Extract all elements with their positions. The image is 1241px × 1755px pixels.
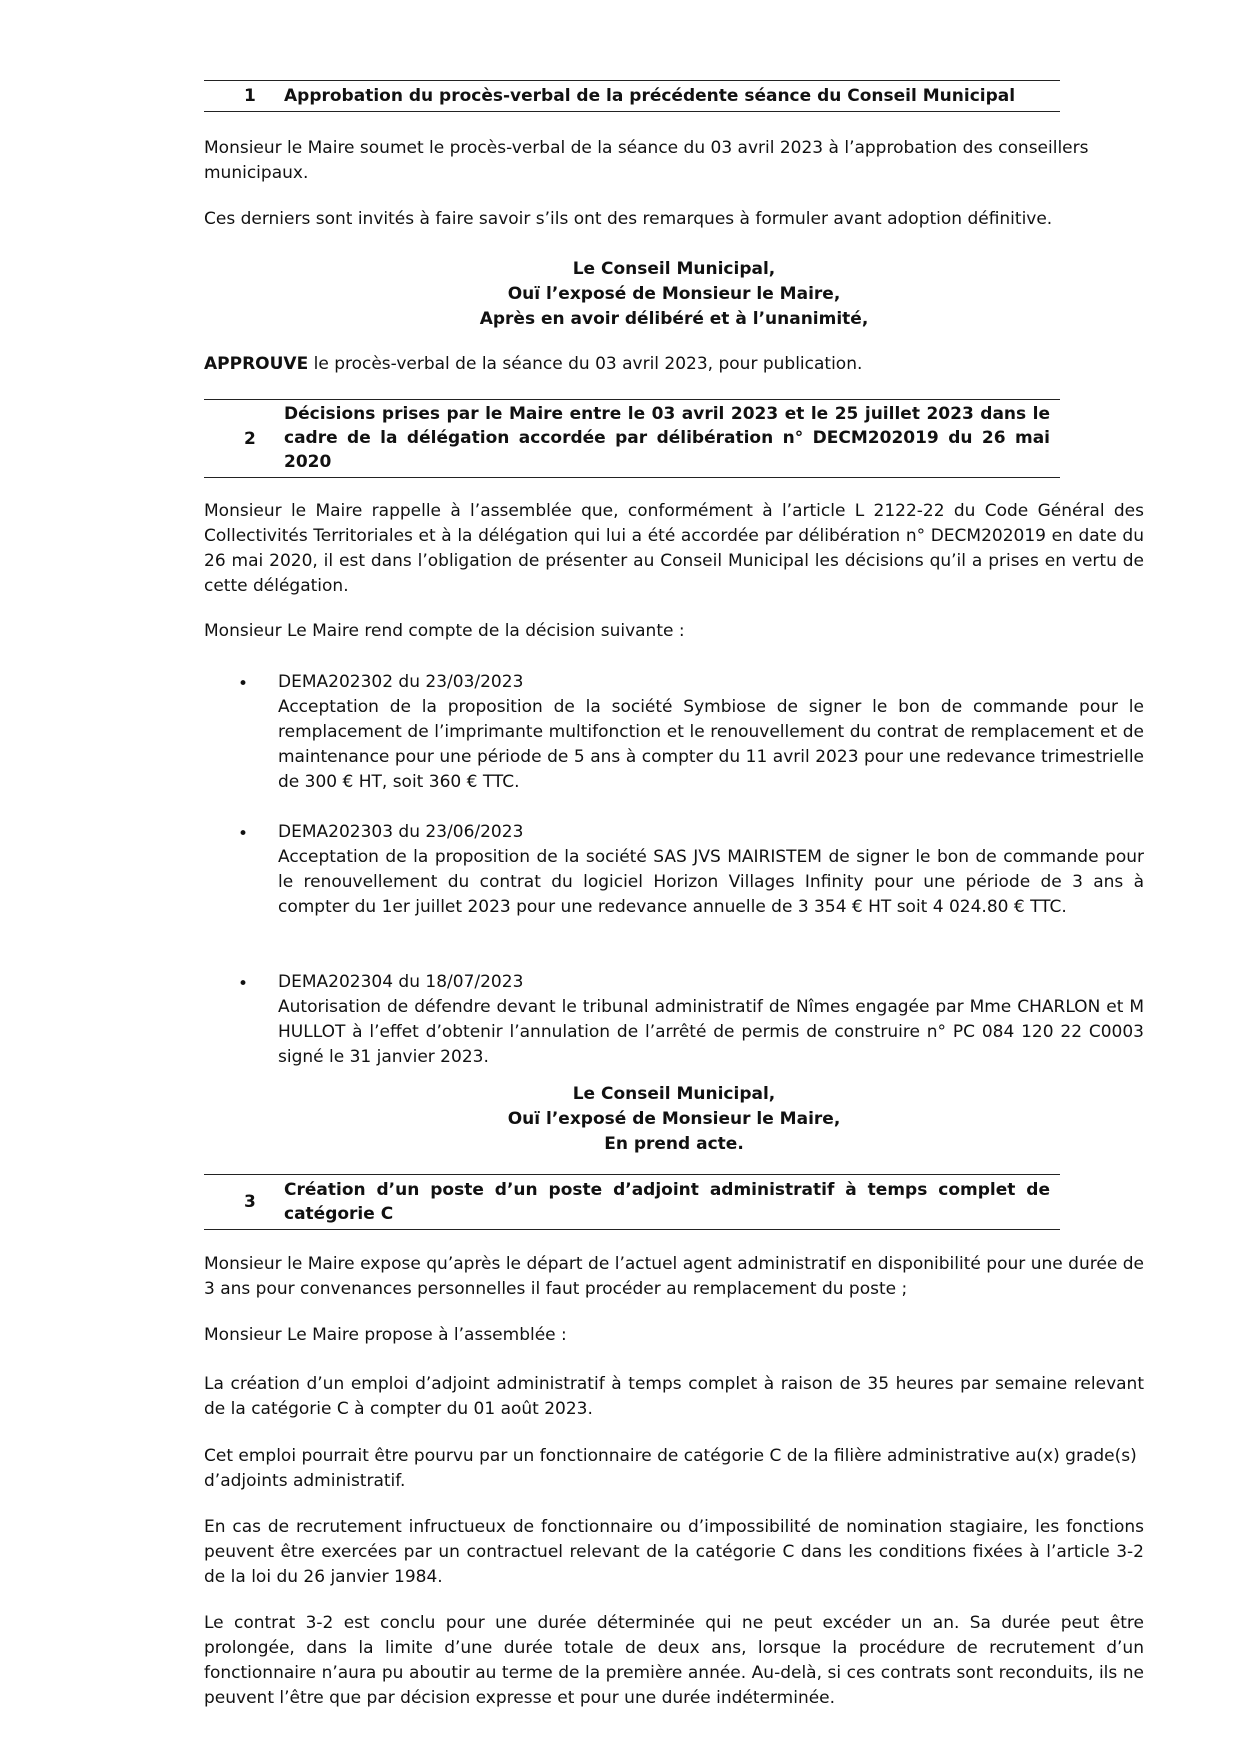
bullet: • bbox=[238, 974, 249, 994]
section-1-header bbox=[204, 80, 1060, 112]
decision-description: Acceptation de la proposition de la société SAS JVS MAIRISTEM de signer le bon de commande pour le renouvellement du contrat du logiciel Horizon Villages Infinity pour une période de 3 ans à compter du 1er juillet 2023 pour une redevance annuelle de 3 354 € HT soit 4 024.80 € TTC. bbox=[278, 847, 1144, 917]
decision-reference: DEMA202302 du 23/03/2023 bbox=[278, 672, 524, 692]
section-1-title: Approbation du procès-verbal de la précédente séance du Conseil Municipal bbox=[284, 86, 1016, 106]
section-2-paragraph-1: Monsieur le Maire rappelle à l’assemblée que, conformément à l’article L 2122-22 du Code Général des Collectivités Territoriales et à la délégation qui lui a été accordée par délibération n° DECM202019 en date du 26 mai 2020, il est dans l’obligation de présenter au Conseil Municipal les décisions qu’il a prises en vertu de cette délégation. bbox=[204, 501, 1144, 596]
section-3-number: 3 bbox=[244, 1192, 256, 1212]
section-2-title: Décisions prises par le Maire entre le 03 avril 2023 et le 25 juillet 2023 dans le cadre de la délégation accordée par délibération n° DECM202019 du 26 mai 2020 bbox=[284, 404, 1050, 472]
section-1-paragraph-2: Ces derniers sont invités à faire savoir s’ils ont des remarques à formuler avant adoption définitive. bbox=[204, 209, 1053, 229]
section-2-council-block bbox=[404, 1082, 944, 1157]
section-3-paragraph-5: En cas de recrutement infructueux de fonctionnaire ou d’impossibilité de nomination stagiaire, les fonctions peuvent être exercées par un contractuel relevant de la catégorie C dans les conditions fixées à l’article 3-2 de la loi du 26 janvier 1984. bbox=[204, 1517, 1144, 1587]
section-1-number: 1 bbox=[244, 86, 256, 106]
section-3-paragraph-1: Monsieur le Maire expose qu’après le départ de l’actuel agent administratif en disponibilité pour une durée de 3 ans pour convenances personnelles il faut procéder au remplacement du poste ; bbox=[204, 1254, 1144, 1299]
section-1-paragraph-1: Monsieur le Maire soumet le procès-verbal de la séance du 03 avril 2023 à l’approbation des conseillers municipaux. bbox=[204, 138, 1089, 183]
council-line: Ouï l’exposé de Monsieur le Maire, bbox=[507, 1109, 841, 1129]
decision-reference: DEMA202304 du 18/07/2023 bbox=[278, 972, 524, 992]
decision-keyword: APPROUVE bbox=[204, 354, 309, 374]
section-2-number: 2 bbox=[244, 428, 256, 449]
section-3-paragraph-6: Le contrat 3-2 est conclu pour une durée déterminée qui ne peut excéder un an. Sa durée peut être prolongée, dans la limite d’une durée totale de deux ans, lorsque la procédure de recrutement d’un fonctionnaire n’aura pu aboutir au terme de la première année. Au-delà, si ces contrats sont reconduits, ils ne peuvent l’être que par décision expresse et pour une durée indéterminée. bbox=[204, 1613, 1144, 1708]
council-line: Le Conseil Municipal, bbox=[572, 259, 776, 279]
decision-text: le procès-verbal de la séance du 03 avril 2023, pour publication. bbox=[308, 354, 863, 374]
list-item bbox=[278, 970, 1144, 1070]
section-3-title: Création d’un poste d’un poste d’adjoint administratif à temps complet de catégorie C bbox=[284, 1180, 1050, 1224]
council-line: Le Conseil Municipal, bbox=[572, 1084, 776, 1104]
list-item bbox=[278, 670, 1144, 795]
bullet: • bbox=[238, 674, 249, 694]
section-1-council-block bbox=[404, 257, 944, 332]
council-line: En prend acte. bbox=[604, 1134, 744, 1154]
section-2-paragraph-2: Monsieur Le Maire rend compte de la décision suivante : bbox=[204, 621, 685, 641]
decision-description: Autorisation de défendre devant le tribunal administratif de Nîmes engagée par Mme CHARLON et M HULLOT à l’effet d’obtenir l’annulation de l’arrêté de permis de construire n° PC 084 120 22 C0003 signé le 31 janvier 2023. bbox=[278, 997, 1144, 1067]
decision-description: Acceptation de la proposition de la société Symbiose de signer le bon de commande pour le remplacement de l’imprimante multifonction et le renouvellement du contrat de remplacement et de maintenance pour une période de 5 ans à compter du 11 avril 2023 pour une redevance trimestrielle de 300 € HT, soit 360 € TTC. bbox=[278, 697, 1144, 792]
decision-reference: DEMA202303 du 23/06/2023 bbox=[278, 822, 524, 842]
section-3-paragraph-3: La création d’un emploi d’adjoint administratif à temps complet à raison de 35 heures par semaine relevant de la catégorie C à compter du 01 août 2023. bbox=[204, 1374, 1144, 1419]
list-item bbox=[278, 820, 1144, 920]
bullet: • bbox=[238, 824, 249, 844]
section-1-decision bbox=[204, 352, 1144, 377]
section-3-header bbox=[204, 1174, 1060, 1230]
section-3-paragraph-4: Cet emploi pourrait être pourvu par un fonctionnaire de catégorie C de la filière administrative au(x) grade(s) d’adjoints administratif. bbox=[204, 1446, 1137, 1491]
council-line: Ouï l’exposé de Monsieur le Maire, bbox=[507, 284, 841, 304]
section-2-header bbox=[204, 399, 1060, 478]
council-line: Après en avoir délibéré et à l’unanimité, bbox=[479, 309, 869, 329]
section-3-paragraph-2: Monsieur Le Maire propose à l’assemblée : bbox=[204, 1325, 567, 1345]
